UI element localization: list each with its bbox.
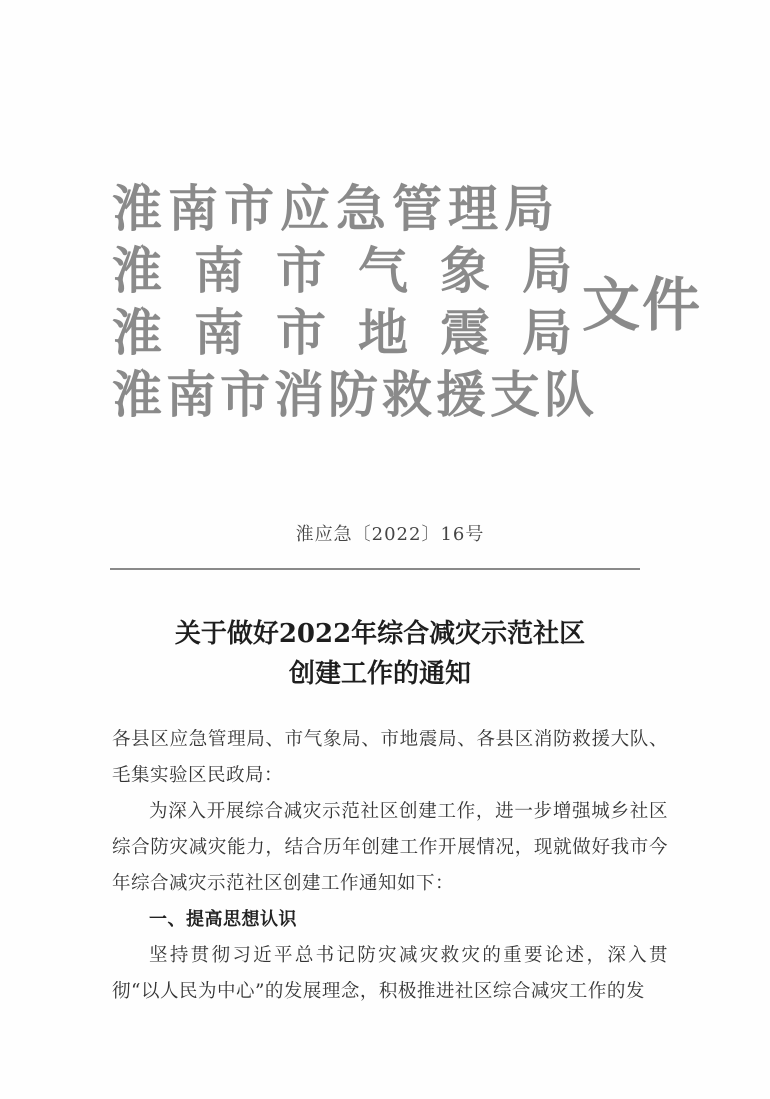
file-label: 文件	[582, 271, 703, 339]
intro-paragraph: 为深入开展综合减灾示范社区创建工作，进一步增强城乡社区综合防灾减灾能力，结合历年创建工作开展情况，现就做好我市今年综合减灾示范社区创建工作通知如下：	[112, 801, 668, 894]
org-emergency-management: 淮南市应急管理局	[112, 179, 560, 238]
org-earthquake: 淮南市地震局	[112, 303, 604, 362]
title-line-2: 创建工作的通知	[288, 659, 471, 689]
recipients-paragraph: 各县区应急管理局、市气象局、市地震局、各县区消防救援大队、毛集实验区民政局：	[112, 729, 668, 786]
document-body	[112, 722, 668, 1010]
header-divider	[110, 568, 640, 570]
org-meteorological: 淮南市气象局	[112, 241, 604, 300]
document-number: 淮应急〔2022〕16号	[295, 524, 485, 545]
title-line-1: 关于做好2022年综合减灾示范社区	[174, 619, 586, 649]
issuing-organizations	[112, 178, 703, 438]
org-fire-rescue: 淮南市消防救援支队	[112, 365, 598, 424]
document-title	[110, 614, 650, 694]
section-1-heading: 一、提高思想认识	[149, 909, 297, 930]
section-1-paragraph: 坚持贯彻习近平总书记防灾减灾救灾的重要论述，深入贯彻“以人民为中心”的发展理念，积极推进社区综合减灾工作的发	[112, 945, 668, 1002]
